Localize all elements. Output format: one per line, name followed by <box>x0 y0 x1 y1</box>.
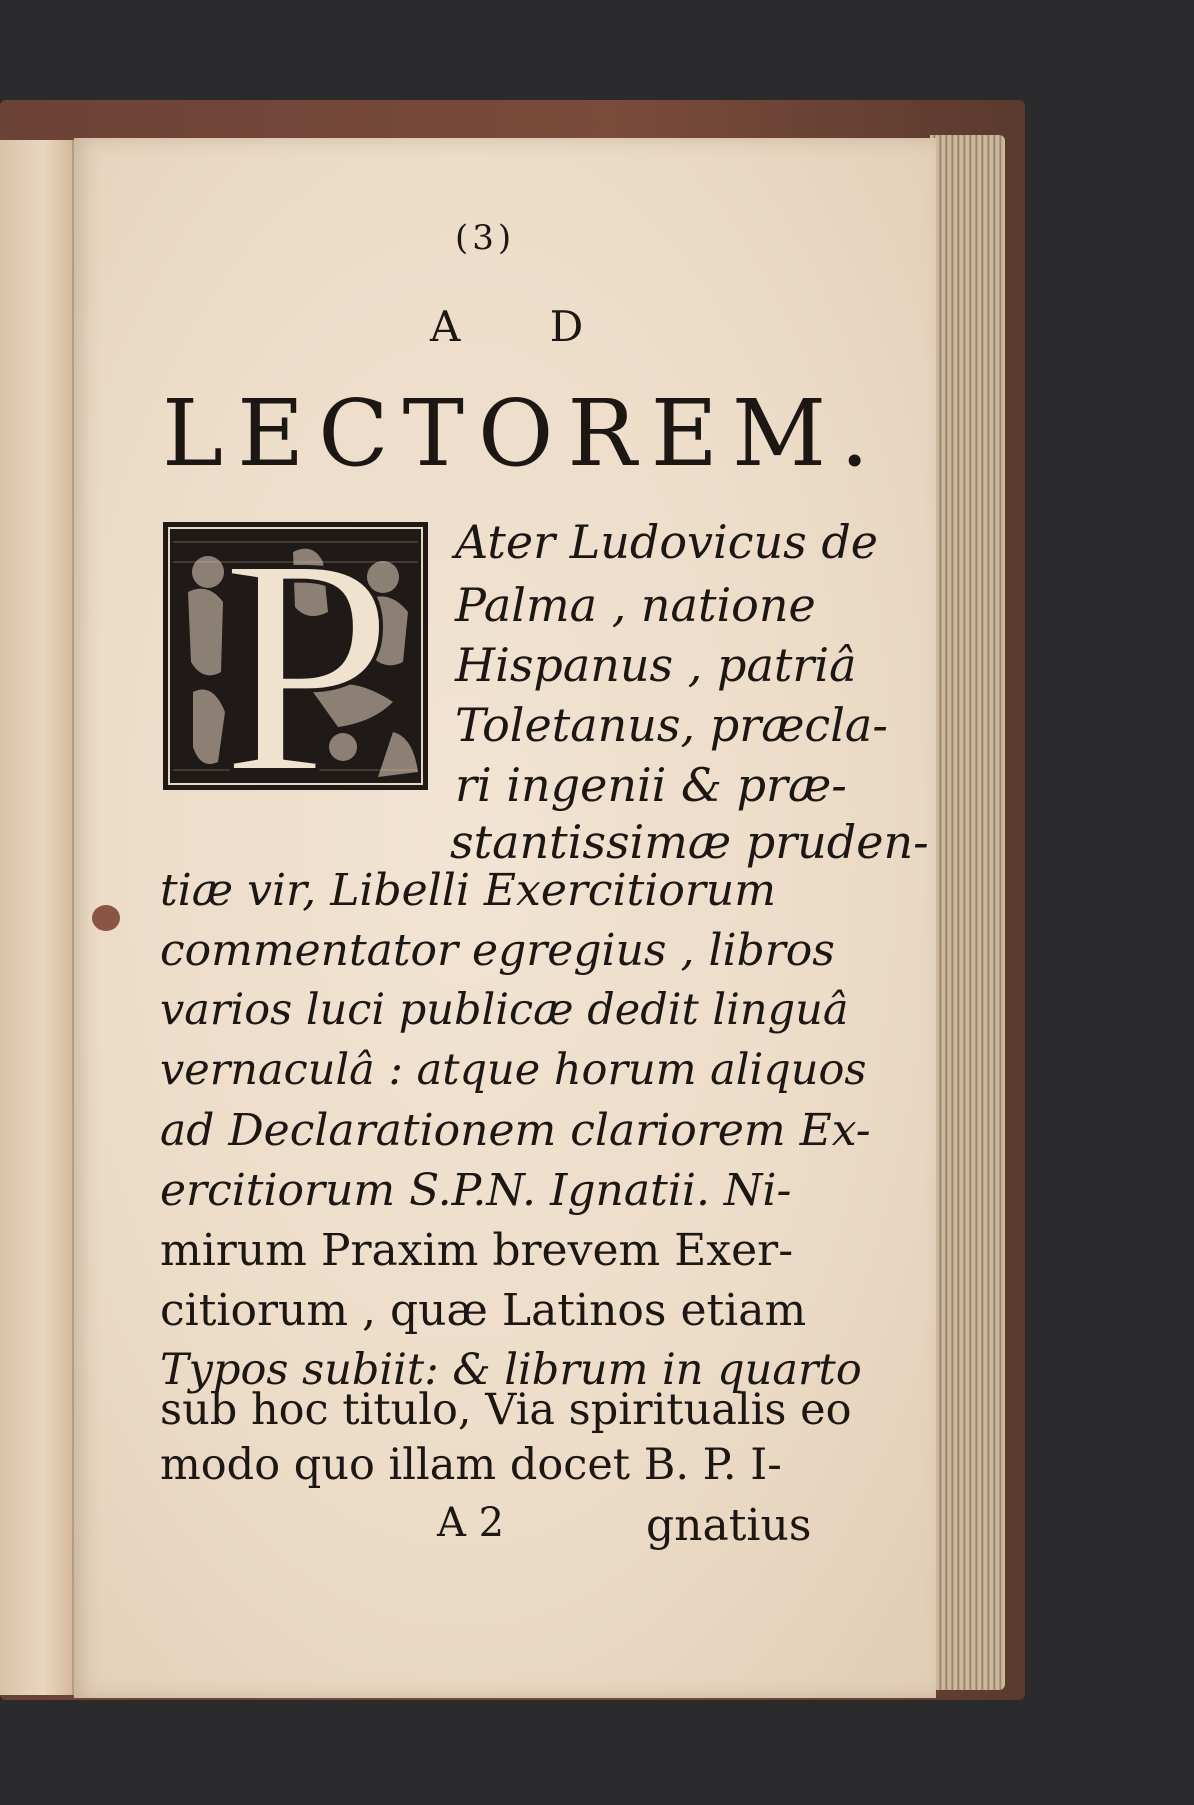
text-line-7: tiæ vir, Libelli Exercitiorum <box>160 865 776 916</box>
signature-mark: A 2 <box>437 1500 505 1546</box>
page-edges <box>930 135 1005 1690</box>
left-page <box>0 140 74 1695</box>
ink-stain <box>92 905 120 931</box>
page-number: (3) <box>455 218 516 258</box>
text-line-16: sub hoc titulo, Via spiritualis eo <box>160 1385 852 1435</box>
text-line-4: Toletanus, præcla- <box>455 698 888 752</box>
text-line-14: citiorum , quæ Latinos etiam <box>160 1285 807 1336</box>
text-line-10: vernaculâ : atque horum aliquos <box>160 1045 867 1095</box>
text-line-11: ad Declarationem clariorem Ex- <box>160 1105 871 1156</box>
text-line-8: commentator egregius , libros <box>160 925 835 976</box>
text-line-17: modo quo illam docet B. P. I- <box>160 1440 782 1490</box>
text-line-9: varios luci publicæ dedit linguâ <box>160 985 849 1035</box>
text-line-1: Ater Ludovicus de <box>455 515 879 569</box>
catchword: gnatius <box>646 1500 812 1551</box>
text-line-15: Typos subiit: & librum in quarto <box>160 1345 862 1395</box>
heading-main: LECTOREM. <box>162 380 884 487</box>
text-line-13: mirum Praxim brevem Exer- <box>160 1225 794 1276</box>
text-line-3: Hispanus , patriâ <box>455 638 857 692</box>
text-line-2: Palma , natione <box>455 578 816 632</box>
woodcut-initial-image <box>163 522 428 790</box>
text-line-6: stantissimæ pruden- <box>450 815 929 869</box>
text-line-5: ri ingenii & præ- <box>455 758 847 812</box>
heading-top: A D <box>430 302 622 351</box>
text-line-12: ercitiorum S.P.N. Ignatii. Ni- <box>160 1165 792 1216</box>
drop-cap-letter: P <box>221 522 394 790</box>
